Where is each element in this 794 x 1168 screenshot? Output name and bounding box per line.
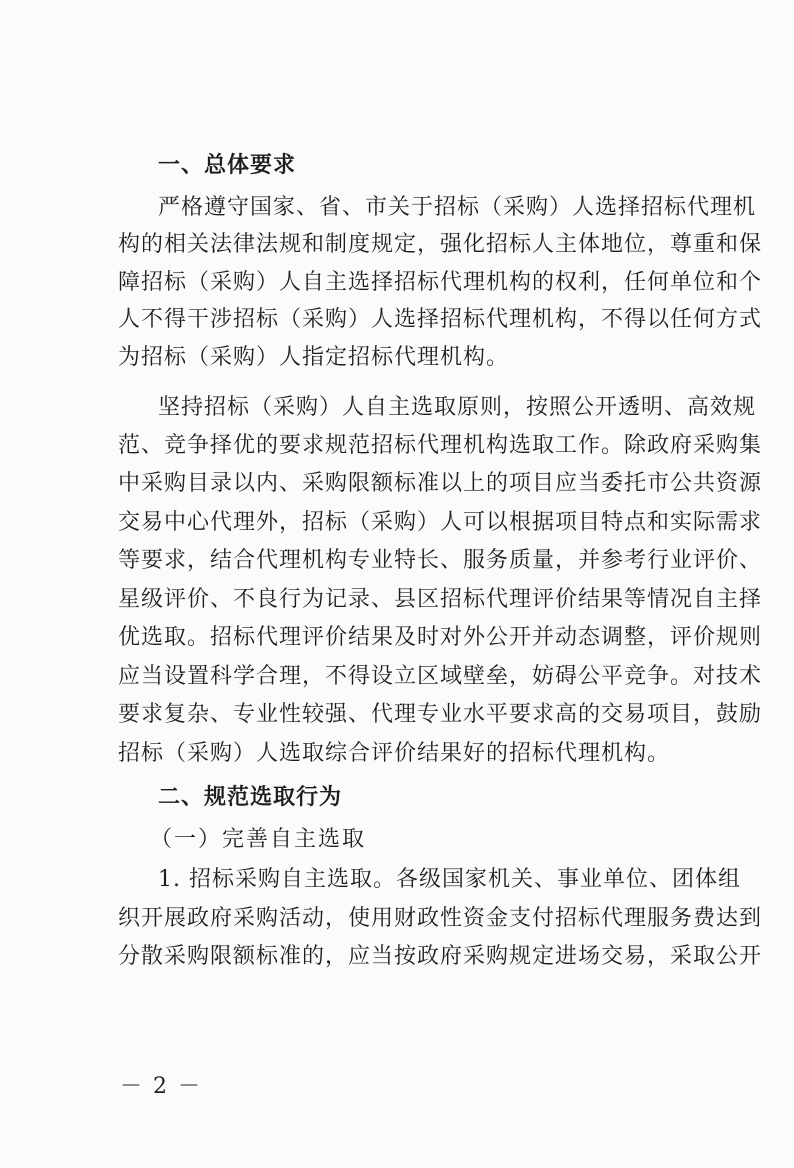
paragraph-line: 1. 招标采购自主选取。各级国家机关、事业单位、团体组: [158, 867, 741, 892]
paragraph-line: 构的相关法律法规和制度规定，强化招标人主体地位，尊重和保: [118, 232, 763, 257]
paragraph-line: 范、竞争择优的要求规范招标代理机构选取工作。除政府采购集: [118, 433, 763, 458]
paragraph-line: 交易中心代理外，招标（采购）人可以根据项目特点和实际需求: [118, 510, 763, 535]
paragraph-line: 障招标（采购）人自主选择招标代理机构的权利，任何单位和个: [118, 270, 763, 295]
paragraph-line: 优选取。招标代理评价结果及时对外公开并动态调整，评价规则: [118, 625, 763, 650]
section-heading-1: 一、总体要求: [158, 153, 297, 178]
section-heading-2: 二、规范选取行为: [158, 785, 343, 810]
paragraph-line: 应当设置科学合理，不得设立区域壁垒，妨碍公平竞争。对技术: [118, 664, 763, 689]
paragraph-line: 严格遵守国家、省、市关于招标（采购）人选择招标代理机: [158, 195, 757, 220]
page-number: － 2 －: [120, 1074, 202, 1099]
paragraph-line: 招标（采购）人选取综合评价结果好的招标代理机构。: [118, 741, 671, 766]
paragraph-line: 为招标（采购）人指定招标代理机构。: [118, 345, 510, 370]
paragraph-line: 织开展政府采购活动，使用财政性资金支付招标代理服务费达到: [118, 906, 763, 931]
paragraph-line: 星级评价、不良行为记录、县区招标代理评价结果等情况自主择: [118, 587, 763, 612]
paragraph-line: 坚持招标（采购）人自主选取原则，按照公开透明、高效规: [158, 395, 757, 420]
paragraph-line: 要求复杂、专业性较强、代理专业水平要求高的交易项目，鼓励: [118, 702, 763, 727]
paragraph-line: 等要求，结合代理机构专业特长、服务质量，并参考行业评价、: [118, 548, 763, 573]
paragraph-line: 中采购目录以内、采购限额标准以上的项目应当委托市公共资源: [118, 471, 763, 496]
paragraph-line: 分散采购限额标准的，应当按政府采购规定进场交易，采取公开: [118, 944, 763, 969]
subsection-heading: （一）完善自主选取: [150, 827, 367, 852]
paragraph-line: 人不得干涉招标（采购）人选择招标代理机构，不得以任何方式: [118, 307, 763, 332]
